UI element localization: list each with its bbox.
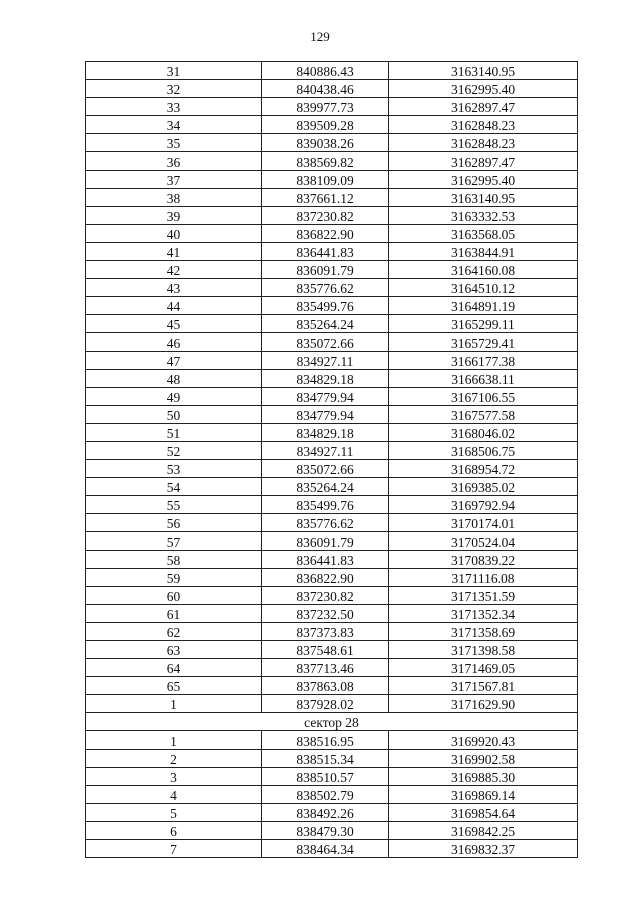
y-coordinate-cell: 3164891.19 [389,297,578,315]
table-row [86,224,578,242]
y-coordinate-cell: 3165729.41 [389,333,578,351]
x-coordinate-cell: 835776.62 [262,514,389,532]
x-coordinate-cell: 834779.94 [262,405,389,423]
point-number-cell: 2 [86,749,262,767]
y-coordinate-cell: 3169792.94 [389,496,578,514]
table-row [86,803,578,821]
x-coordinate-cell: 837230.82 [262,206,389,224]
y-coordinate-cell: 3162995.40 [389,170,578,188]
x-coordinate-cell: 835776.62 [262,279,389,297]
point-number-cell: 39 [86,206,262,224]
x-coordinate-cell: 837373.83 [262,622,389,640]
coordinates-table-body [86,62,578,858]
table-row [86,550,578,568]
y-coordinate-cell: 3171469.05 [389,659,578,677]
table-row [86,405,578,423]
x-coordinate-cell: 838569.82 [262,152,389,170]
y-coordinate-cell: 3162995.40 [389,80,578,98]
point-number-cell: 52 [86,441,262,459]
point-number-cell: 34 [86,116,262,134]
y-coordinate-cell: 3164510.12 [389,279,578,297]
point-number-cell: 46 [86,333,262,351]
point-number-cell: 57 [86,532,262,550]
point-number-cell: 36 [86,152,262,170]
x-coordinate-cell: 839977.73 [262,98,389,116]
point-number-cell: 31 [86,62,262,80]
table-row [86,622,578,640]
table-row [86,441,578,459]
page-number: 129 [310,29,330,44]
x-coordinate-cell: 835264.24 [262,478,389,496]
x-coordinate-cell: 838515.34 [262,749,389,767]
x-coordinate-cell: 838502.79 [262,785,389,803]
point-number-cell: 6 [86,821,262,839]
point-number-cell: 44 [86,297,262,315]
table-row [86,586,578,604]
point-number-cell: 53 [86,460,262,478]
x-coordinate-cell: 834829.18 [262,369,389,387]
y-coordinate-cell: 3171351.59 [389,586,578,604]
table-row [86,496,578,514]
y-coordinate-cell: 3168046.02 [389,423,578,441]
y-coordinate-cell: 3167577.58 [389,405,578,423]
point-number-cell: 43 [86,279,262,297]
y-coordinate-cell: 3171358.69 [389,622,578,640]
point-number-cell: 37 [86,170,262,188]
table-row [86,333,578,351]
table-row [86,80,578,98]
x-coordinate-cell: 834927.11 [262,351,389,369]
point-number-cell: 38 [86,188,262,206]
x-coordinate-cell: 835499.76 [262,496,389,514]
y-coordinate-cell: 3170839.22 [389,550,578,568]
table-row [86,840,578,858]
point-number-cell: 60 [86,586,262,604]
table-row [86,731,578,749]
table-row [86,387,578,405]
x-coordinate-cell: 835072.66 [262,333,389,351]
x-coordinate-cell: 834829.18 [262,423,389,441]
table-row [86,460,578,478]
y-coordinate-cell: 3168954.72 [389,460,578,478]
point-number-cell: 33 [86,98,262,116]
y-coordinate-cell: 3169842.25 [389,821,578,839]
table-row [86,423,578,441]
point-number-cell: 64 [86,659,262,677]
table-row [86,315,578,333]
table-row [86,767,578,785]
point-number-cell: 49 [86,387,262,405]
x-coordinate-cell: 838516.95 [262,731,389,749]
point-number-cell: 48 [86,369,262,387]
x-coordinate-cell: 835264.24 [262,315,389,333]
y-coordinate-cell: 3163332.53 [389,206,578,224]
y-coordinate-cell: 3162848.23 [389,116,578,134]
point-number-cell: 63 [86,641,262,659]
point-number-cell: 4 [86,785,262,803]
point-number-cell: 1 [86,695,262,713]
table-row [86,152,578,170]
table-row [86,170,578,188]
y-coordinate-cell: 3167106.55 [389,387,578,405]
x-coordinate-cell: 835499.76 [262,297,389,315]
x-coordinate-cell: 838492.26 [262,803,389,821]
point-number-cell: 1 [86,731,262,749]
y-coordinate-cell: 3163844.91 [389,242,578,260]
point-number-cell: 3 [86,767,262,785]
point-number-cell: 32 [86,80,262,98]
x-coordinate-cell: 840886.43 [262,62,389,80]
table-row [86,261,578,279]
y-coordinate-cell: 3169832.37 [389,840,578,858]
x-coordinate-cell: 838464.34 [262,840,389,858]
point-number-cell: 58 [86,550,262,568]
point-number-cell: 45 [86,315,262,333]
y-coordinate-cell: 3171352.34 [389,604,578,622]
y-coordinate-cell: 3169869.14 [389,785,578,803]
table-row [86,478,578,496]
y-coordinate-cell: 3163140.95 [389,62,578,80]
table-row [86,62,578,80]
point-number-cell: 54 [86,478,262,496]
table-row [86,604,578,622]
x-coordinate-cell: 840438.46 [262,80,389,98]
y-coordinate-cell: 3162897.47 [389,152,578,170]
y-coordinate-cell: 3163568.05 [389,224,578,242]
x-coordinate-cell: 836822.90 [262,224,389,242]
table-row [86,785,578,803]
x-coordinate-cell: 836091.79 [262,261,389,279]
y-coordinate-cell: 3170174.01 [389,514,578,532]
x-coordinate-cell: 836441.83 [262,550,389,568]
table-row [86,641,578,659]
x-coordinate-cell: 836822.90 [262,568,389,586]
table-row [86,369,578,387]
point-number-cell: 47 [86,351,262,369]
y-coordinate-cell: 3163140.95 [389,188,578,206]
point-number-cell: 65 [86,677,262,695]
table-row [86,821,578,839]
y-coordinate-cell: 3168506.75 [389,441,578,459]
x-coordinate-cell: 838510.57 [262,767,389,785]
point-number-cell: 42 [86,261,262,279]
y-coordinate-cell: 3166638.11 [389,369,578,387]
x-coordinate-cell: 836441.83 [262,242,389,260]
point-number-cell: 35 [86,134,262,152]
table-row [86,242,578,260]
x-coordinate-cell: 836091.79 [262,532,389,550]
table-row [86,134,578,152]
y-coordinate-cell: 3169885.30 [389,767,578,785]
y-coordinate-cell: 3164160.08 [389,261,578,279]
y-coordinate-cell: 3169902.58 [389,749,578,767]
x-coordinate-cell: 834779.94 [262,387,389,405]
table-row [86,695,578,713]
table-row [86,351,578,369]
y-coordinate-cell: 3170524.04 [389,532,578,550]
sector-label: сектор 28 [86,713,578,731]
point-number-cell: 7 [86,840,262,858]
table-row [86,116,578,134]
point-number-cell: 5 [86,803,262,821]
point-number-cell: 61 [86,604,262,622]
table-row [86,532,578,550]
x-coordinate-cell: 835072.66 [262,460,389,478]
x-coordinate-cell: 837232.50 [262,604,389,622]
table-row [86,749,578,767]
table-row [86,677,578,695]
point-number-cell: 62 [86,622,262,640]
point-number-cell: 55 [86,496,262,514]
table-row [86,514,578,532]
y-coordinate-cell: 3171567.81 [389,677,578,695]
point-number-cell: 59 [86,568,262,586]
table-row [86,297,578,315]
y-coordinate-cell: 3169385.02 [389,478,578,496]
y-coordinate-cell: 3162848.23 [389,134,578,152]
x-coordinate-cell: 837548.61 [262,641,389,659]
point-number-cell: 50 [86,405,262,423]
point-number-cell: 51 [86,423,262,441]
x-coordinate-cell: 837230.82 [262,586,389,604]
x-coordinate-cell: 837928.02 [262,695,389,713]
y-coordinate-cell: 3171398.58 [389,641,578,659]
y-coordinate-cell: 3169854.64 [389,803,578,821]
y-coordinate-cell: 3169920.43 [389,731,578,749]
point-number-cell: 41 [86,242,262,260]
table-row [86,279,578,297]
x-coordinate-cell: 839038.26 [262,134,389,152]
sector-header-row [86,713,578,731]
x-coordinate-cell: 839509.28 [262,116,389,134]
table-row [86,188,578,206]
x-coordinate-cell: 837863.08 [262,677,389,695]
table-row [86,659,578,677]
y-coordinate-cell: 3165299.11 [389,315,578,333]
x-coordinate-cell: 834927.11 [262,441,389,459]
y-coordinate-cell: 3162897.47 [389,98,578,116]
x-coordinate-cell: 838479.30 [262,821,389,839]
x-coordinate-cell: 837713.46 [262,659,389,677]
table-row [86,568,578,586]
coordinates-table [85,61,578,858]
y-coordinate-cell: 3166177.38 [389,351,578,369]
point-number-cell: 40 [86,224,262,242]
table-row [86,206,578,224]
y-coordinate-cell: 3171116.08 [389,568,578,586]
y-coordinate-cell: 3171629.90 [389,695,578,713]
x-coordinate-cell: 837661.12 [262,188,389,206]
point-number-cell: 56 [86,514,262,532]
table-row [86,98,578,116]
x-coordinate-cell: 838109.09 [262,170,389,188]
